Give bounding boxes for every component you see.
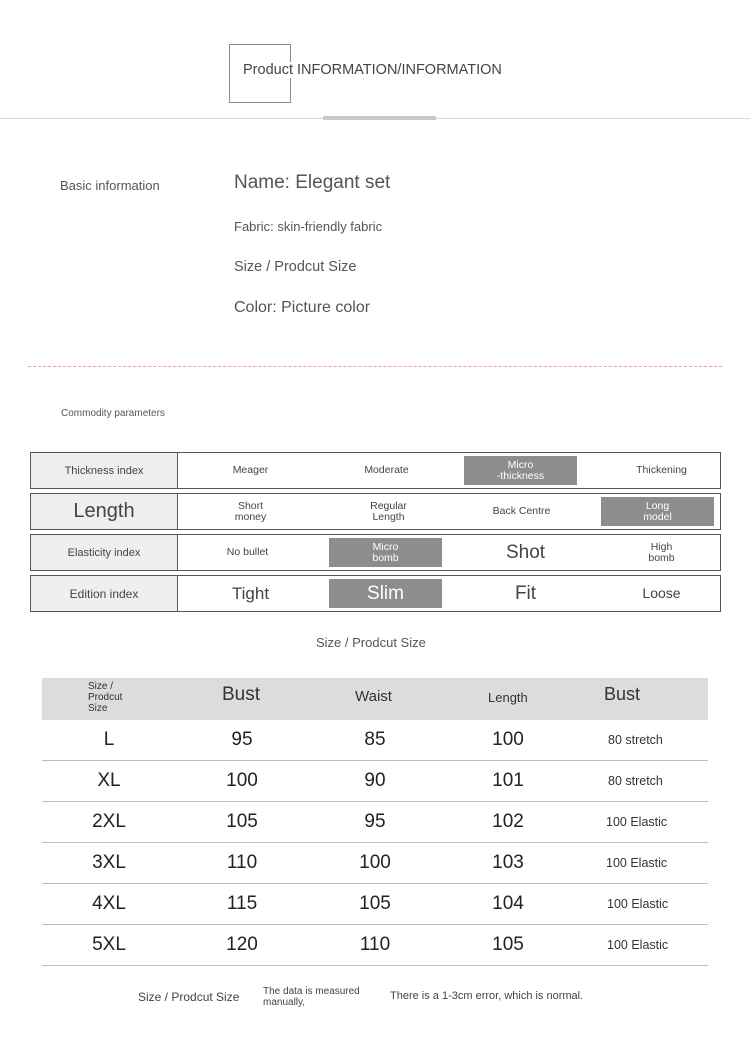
- cell-length: 105: [492, 934, 524, 955]
- header-waist: Waist: [355, 688, 392, 705]
- size-table-header: [42, 678, 708, 720]
- table-row: [42, 720, 708, 761]
- param-label: Thickness index: [31, 453, 178, 488]
- cell-stretch: 100 Elastic: [606, 815, 668, 829]
- product-color: Color: Picture color: [234, 299, 371, 316]
- commodity-parameters-label: Commodity parameters: [61, 408, 165, 419]
- product-size: Size / Prodcut Size: [234, 259, 357, 275]
- footer-size-label: Size / Prodcut Size: [138, 990, 240, 1004]
- cell-bust: 100: [226, 770, 258, 791]
- param-option: Fit: [514, 582, 537, 604]
- param-option: Thickening: [636, 464, 687, 476]
- cell-waist: 110: [359, 934, 391, 955]
- cell-waist: 95: [364, 811, 386, 832]
- header-bust: Bust: [222, 684, 261, 705]
- table-row: [42, 761, 708, 802]
- cell-stretch: 80 stretch: [608, 774, 663, 788]
- param-row-thickness: [30, 452, 721, 489]
- header-size: Size / Prodcut Size: [88, 681, 123, 714]
- cell-bust: 115: [226, 893, 258, 914]
- cell-length: 103: [492, 852, 524, 873]
- table-row: [42, 884, 708, 925]
- cell-waist: 85: [364, 729, 386, 750]
- param-label: Length: [31, 494, 178, 529]
- cell-length: 100: [492, 729, 524, 750]
- cell-bust: 110: [226, 852, 258, 873]
- cell-bust: 105: [226, 811, 258, 832]
- param-option: Shot: [505, 541, 546, 563]
- basic-info-label: Basic information: [60, 178, 160, 193]
- cell-size: XL: [97, 770, 121, 791]
- product-name: Name: Elegant set: [234, 172, 391, 193]
- cell-stretch: 80 stretch: [608, 733, 663, 747]
- param-label: Elasticity index: [31, 535, 178, 570]
- section-divider: [28, 366, 722, 367]
- cell-length: 102: [492, 811, 524, 832]
- param-option: Tight: [231, 583, 270, 603]
- table-row: [42, 802, 708, 843]
- footer-measured-note: The data is measured manually,: [263, 986, 360, 1008]
- cell-size: L: [103, 729, 115, 750]
- size-table-title: Size / Prodcut Size: [316, 635, 426, 650]
- cell-size: 2XL: [92, 811, 126, 832]
- header-accent-bar: [323, 116, 436, 120]
- table-row: [42, 843, 708, 884]
- page-title: Product INFORMATION/INFORMATION: [243, 62, 502, 78]
- param-option: Meager: [232, 464, 269, 476]
- param-label: Edition index: [31, 576, 178, 611]
- table-row: [42, 925, 708, 966]
- param-option: Back Centre: [492, 505, 551, 517]
- cell-bust: 120: [226, 934, 258, 955]
- cell-bust: 95: [231, 729, 253, 750]
- param-row-elasticity: [30, 534, 721, 571]
- footer-error-note: There is a 1-3cm error, which is normal.: [390, 990, 584, 1002]
- cell-waist: 105: [359, 893, 391, 914]
- product-fabric: Fabric: skin-friendly fabric: [234, 219, 383, 234]
- param-option-selected: Slim: [329, 579, 442, 608]
- cell-stretch: 100 Elastic: [607, 897, 669, 911]
- cell-length: 104: [492, 893, 524, 914]
- param-option-selected: Long model: [601, 497, 714, 526]
- param-option: Short money: [234, 499, 267, 523]
- param-option: Loose: [642, 585, 681, 601]
- header-length: Length: [488, 690, 528, 705]
- cell-stretch: 100 Elastic: [606, 856, 668, 870]
- param-option: No bullet: [226, 546, 269, 558]
- param-option: Moderate: [364, 464, 409, 476]
- param-option-selected: Micro bomb: [329, 538, 442, 567]
- header-bust-stretch: Bust: [604, 684, 641, 704]
- param-row-edition: [30, 575, 721, 612]
- cell-waist: 100: [359, 852, 391, 873]
- param-row-length: [30, 493, 721, 530]
- param-option-selected: Micro -thickness: [464, 456, 577, 485]
- param-option: Regular Length: [370, 499, 407, 523]
- cell-size: 4XL: [92, 893, 126, 914]
- cell-waist: 90: [364, 770, 386, 791]
- cell-length: 101: [492, 770, 524, 791]
- cell-size: 3XL: [92, 852, 126, 873]
- param-option: High bomb: [648, 540, 675, 564]
- cell-size: 5XL: [92, 934, 126, 955]
- cell-stretch: 100 Elastic: [607, 938, 669, 952]
